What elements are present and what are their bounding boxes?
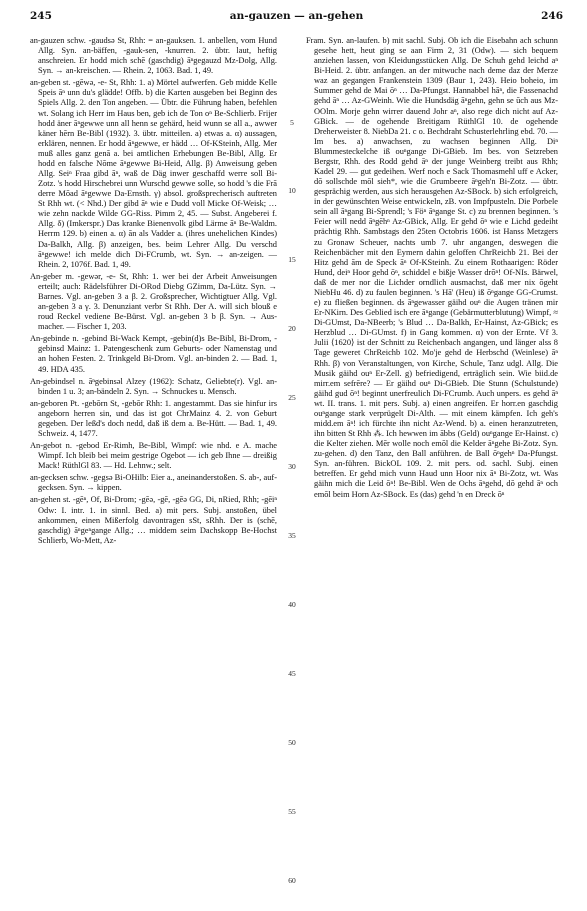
entry-an-geben: an-geben st. -gēwə, -e- St, Rhh: 1. a) Mörtel aufwerfen. Geb midde Kelle Speis āⁿ unn du's glädde! Offb. b) die Karten ausgeben bei Beginn des Spiels Allg. 2. den Ton angeben. — Übtr. die Führung haben, befehlen wt. Solang ich Herr im Haus ben, geb ich de Ton oⁿ Be-Schlierb. Frijer hodd äner āⁿgewwe unn all henn se gehärd, heid wunn se all a., awwer käner hērn Be-Bibl (1932). 3. übtr. mitteilen. a) etwas a. α) aussagen, erklären, nennen. Er hodd āⁿgewwe, er hädd … Of-KSteinh, Allg. Mer muß alles ganz genā a. bei amtlichen Erhebungen Be-Bibl, Allg. Er hodd en falsche Nōme āⁿgewwe Bi-Heid, Allg. β) Anweisung geben Allg. Seiⁿ Fraa gibd āⁿ, waß de Däg inwer geschaffd werre soll Bi-Zotz. 's hodd Hirschebrei unn Wurschd gewwe solle, so hodd 's die Frā derre Mōad āⁿgewwe Da-Ernsth. γ) absol. großsprecherisch auftreten St Rhh wt. (< Nhd.) Der gibd āⁿ wie e Dudd voll Micke Of-Weisk; … wie zehn nackde Wilde GG-Riss. Pimm 2, 45. — Subst. Angeberei f. Allg. δ) (Imkerspr.) Das kranke Bienenvolk gibd Lärme āⁿ Be-Waldm. Herrm 129. b) einen a. α) ān als Vadder a. (ihres unehelichen Kindes) Da-Balkh, Allg. β) anzeigen, bes. beim Lehrer Allg. Du verschd āⁿgewwe! ich melde dich Di-FCrumb, wt. Syn. → an-zeigen. — Rhein. 2, 1076f. Bad. 1, 49. <box>30 78 277 269</box>
entry-an-gauzen: an-gauzen schw. -gaudsə St, Rhh: = an-gauksen. 1. anbellen, vom Hund Allg. Syn. an-bäffen, -gauk-sen, -knurren. 2. übtr. laut, heftig anschreien. Er hodd mich schē (gaschdig) āⁿgegauzd Mz-Dolg, Allg. Syn. → an-kreischen. — Rhein. 2, 1063. Bad. 1, 49. <box>30 36 277 76</box>
entry-an-gebot: An-gebot n. -gebod Er-Rimh, Be-Bibl, Wimpf: wie nhd. e A. mache Wimpf. Ich bleib bei meim gestrige Ogebot — ich geb Ihne — dreißig Mack! RüthlGl 83. — Hd. Lehnw.; selt. <box>30 441 277 471</box>
entry-an-gecksen: an-gecksen schw. -gegsə Bi-OHilb: Eier a., aneinanderstoßen. S. ab-, auf-gecksen. Syn. → kippen. <box>30 473 277 493</box>
line-number: 20 <box>288 324 296 333</box>
line-number: 30 <box>288 462 296 471</box>
line-number: 10 <box>288 186 296 195</box>
running-header <box>30 10 563 26</box>
entry-an-gehen: an-gehen st. -gēⁿ, Of, Bi-Drom; -gēə, -gē, -gēə GG, Di, nRied, Rhh; -gēiⁿ Odw: I. intr. 1. in sinnl. Bed. a) mit pers. Subj. anstoßen, übel ankommen, einen Mißerfolg davontragen sSt, sRhh. Der is (schē, gaschdig) āⁿgeⁿgange Allg.; … middem seim Dachskopp Be-Hochst Schlierb, Wo-Mett, Az- <box>30 495 277 545</box>
left-column <box>30 36 277 898</box>
line-number: 45 <box>288 669 296 678</box>
line-number: 50 <box>288 738 296 747</box>
right-column <box>306 36 558 898</box>
header-title: an-gauzen — an-gehen <box>229 10 364 22</box>
line-number: 5 <box>290 118 294 127</box>
line-number: 55 <box>288 807 296 816</box>
line-number: 40 <box>288 600 296 609</box>
line-number: 15 <box>288 255 296 264</box>
entry-an-gebinde: An-gebinde n. -gebind Bi-Wack Kempt, -gebin(d)s Be-Bibl, Bi-Drom, -gebinsd Mainz: 1. Patengeschenk zum Geburts- oder Namenstag und an hohen Festen. 2. Trinkgeld Bi-Drom. Vgl. an-binden 2. — Bad. 1, 49. HDA 435. <box>30 334 277 374</box>
line-number: 25 <box>288 393 296 402</box>
entry-an-gebindsel: An-gebindsel n. āⁿgebinsəl Alzey (1962): Schatz, Geliebte(r). Vgl. an-binden 1 u. 3; an-bändeln 2. Syn. → Schnuckes u. Mensch. <box>30 376 277 396</box>
entry-an-geber: An-geber m. -gewər, -e- St, Rhh: 1. wer bei der Arbeit Anweisungen erteilt; auch: Rädelsführer Di-ORod Diebg GZimm, Da-Lütz. Syn. → Barnes. Vgl. an-geben 3 a β. 2. Großsprecher, Wichtigtuer Allg. Vgl. an-geben 3 a γ. 3. Denunziant verbr St Rhh. Der A. will sich blouß e roud Reckel vediene Be-Bürst. Vgl. an-geben 3 b β. Syn. → Aus-macher. — Fischer 1, 203. <box>30 271 277 332</box>
line-number-gutter <box>281 36 303 898</box>
page-number-left: 245 <box>30 10 52 22</box>
page-number-right: 246 <box>541 10 563 22</box>
line-number: 60 <box>288 876 296 885</box>
entry-an-geboren: an-geboren Pt. -gebōrn St, -gebōr Rhh: 1. angestammt. Das sie hinfur irs angeborn herren sin, und das ist got ChrMainz 4. 2. von Geburt gegeben. Der leßd's doch nedd, daß iß dem a. Be-Hütt. — Bad. 1, 49. Schweiz. 4, 1477. <box>30 398 277 438</box>
line-number: 35 <box>288 531 296 540</box>
entry-an-gehen-continued: Fram. Syn. an-laufen. b) mit sachl. Subj. Ob ich die Eisebahn ach schunn gesehe hett, heut ging se aan Firm 2, 31 (Odw). — sich bequem anziehen lassen, von Kleidungsstücken Allg. De Schuh gehd leichd aⁿ Bi-Heid. 2. übtr. anfangen. an der mitwuche nach deme daz der Merze waz an gegangen Frankenstein 1309 (Baur 1, 243). Heio boheio, im Summer gehd de Mai ōⁿ … Da-Pfungst. Hannabbel hāⁿ, die Fassenachd gehd āⁿ … Az-GWeinh. Wie die Hundsdäg āⁿgehn, gehn se ūch aus Mz-OOlm. Morje gehn wirrer dauend Johr aⁿ, also rege dich nicht auf Az-GBick. — de ogehende Breitigam RüthlGl 10. de ogehende Dreherweister 8. NiebDa 21. c o. Bechdraht Schusterlehrling ebd. 70. — Im bes. a) anwachsen, zu wachsen beginnen Allg. Diⁿ Blummesteckelche iß ouⁿgange Di-GBieb. Im bes. von Setzreben Bergstr, Rhh. des Rodd gehd āⁿ der junge Weinberg treibt aus Rhh; Kadel 29. — gut gedeihen. Werf noch e Sack Thomasmehl uff e Acker, dō sollschde mōl sieh*, wie die Grumbeere āⁿgeh'n Bi-Zotz. — übtr. gesprächig werden, aus sich herausgehen Az-SBock. b) sich erfolgreich, in der gewünschten Weise entwickeln, zB. von Impfpusteln. Die Porbele sein all āⁿgang Bi-Sprendl; 's Föⁿ āⁿgange St. c) zu brennen beginnen. 's Feier will nedd āⁿgēhⁿ Az-GBick, Allg. Er gehd ōⁿ wie e Lichd gedeiht prächtig Rhh. Sambstags den 25ten Octobris 1606. ist Hanss Metzgers zu Gronaw Scheuer, nachts umb 7. uhr angangen, deswegen die Reichenbächer mit den Eymern dahin geloffen ChrReichb 21. Bei der Hitz gehd ām de Speck āⁿ Of-KSteinh. Zu einem Rothaarigen: Röder Hund, deiⁿ Hoor gehd ōⁿ, schiddel e bißje Wasser drōⁿ! Of-NIs. Bärwel, daß de mer nor die Lichder orndlich ausmachst, daß mer nix ōgeht NiebHu 46. d) zu faulen beginnen. 's Hā' (Heu) iß ōⁿgange GG-Crumst. e) zu fließen beginnen. ds āⁿgewasser gäihd ouⁿ die Augen tränen mir Er-NKirn. Des Geblied isch ere āⁿgange (Gebärmutterblutung) Wimpf, ≈ Di-GUmst, Da-NBeerb; 's Blud … Da-Balkh, Er-Hainst, Az-GBick; es Herzblud … Di-GUmst. f) in Gang kommen. α) von der Ernte. Vf 3. Julii ⟨1620⟩ ist der Schnitt zu Reichenbach angangen, und länger alss 8 Tage geweret ChrReichb 102. Mo'je gehd de Herbschd (Weinlese) āⁿ Rhh. β) von Veranstaltungen, von Kirche, Schule, Tanz udgl. Allg. Die Musik gäihd ouⁿ Er-Zell. g) befriedigend, erträglich sein. Wie biid.de mirr.em sefrēre? — Er gäihd ouⁿ Di-GBieb. Die Stunn (Schulstunde) gäihd gud ōⁿ! beginnt unerfreulich Di-FCrumb. Auch unpers. es gehd āⁿ wt. II. trans. 1. mit pers. Subj. a) einen angreifen. Er horr.en gaschdig ouⁿgange stark verprügelt Di-Alth. — mit einem kämpfen. Ich geh's midd.em āⁿ! ich fürchte ihn nicht Az-Wend. b) a. einen heranzutreten, ihn bitten St Rhh ⁂. Ich hewwen im ābbs (Geld) ouⁿgange Er-Hainst. c) die Kelter ziehen. Mēr wolle noch emōl die Kelder āⁿgehe Bi-Zotz. Syn. zu-gehen. d) den Tanz, den Ball anführen. de Ball ōⁿgehⁿ Da-Pfungst. Syn. an-führen. BickOL 109. 2. mit pers. od. sachl. Subj. einen betreffen. Er gehd mich vunn Haud unn Hoor nix āⁿ Bi-Zotz, wt. Was gäihn mich die Leid ōⁿ! Be-Bibl. Wen de Ochs āⁿgehd, dō gehd āⁿ och emōl beim Horn Az-SBock. Es (das) gehd 'n en Dreck ōⁿ <box>306 36 558 499</box>
